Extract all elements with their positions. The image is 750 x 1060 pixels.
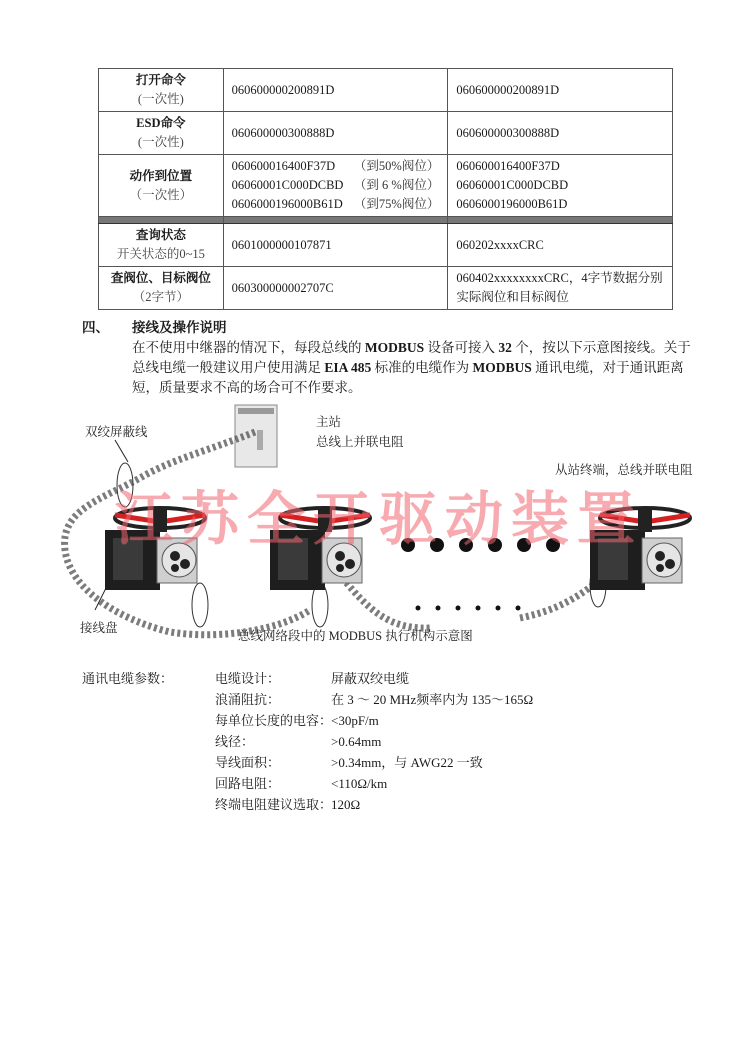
param-value: >0.34mm，与 AWG22 一致 — [331, 755, 483, 770]
param-key: 电缆设计： — [215, 671, 281, 686]
reply-frame: 060600016400F37D — [456, 159, 560, 173]
diagram-caption: 总线网络段中的 MODBUS 执行机构示意图 — [238, 629, 473, 643]
param-row — [215, 689, 533, 710]
send-frame: 0601000000107871 — [231, 237, 332, 252]
command-title: 查阀位、目标阀位 — [110, 271, 211, 285]
twisted-pair-label: 双绞屏蔽线 — [85, 425, 148, 439]
table-row — [99, 267, 673, 310]
para-bold: EIA 485 — [324, 360, 372, 375]
para-bold: 32 — [498, 340, 512, 355]
send-frame-cell — [223, 69, 448, 112]
param-key: 每单位长度的电容： — [215, 713, 333, 728]
command-subtitle: (一次性) — [137, 135, 184, 149]
param-value: 屏蔽双绞电缆 — [331, 671, 410, 686]
table-row — [99, 112, 673, 155]
reply-frame-cell — [448, 267, 673, 310]
param-key: 回路电阻： — [215, 776, 281, 791]
param-row — [215, 773, 387, 794]
send-frame: 060600000300888D — [231, 125, 335, 140]
slave-end-label: 从站终端，总线并联电阻 — [555, 463, 693, 477]
param-value: 120Ω — [331, 797, 361, 812]
para-bold: MODBUS — [472, 360, 532, 375]
param-row — [215, 710, 379, 731]
para-text: 通讯电缆，对于通讯距离短，质量要求不高的场合可不作要求。 — [132, 360, 684, 395]
master-label: 主站 — [316, 415, 342, 429]
send-frame-cell — [223, 267, 448, 310]
command-name-cell — [99, 69, 224, 112]
param-value: <30pF/m — [331, 713, 379, 728]
param-row — [215, 794, 360, 815]
send-frame: 060600016400F37D — [231, 159, 336, 173]
table-row — [99, 224, 673, 267]
param-key: 导线面积： — [215, 755, 281, 770]
command-name-cell — [99, 155, 224, 217]
command-title: 查询状态 — [135, 228, 186, 242]
reply-frame: 060600000300888D — [456, 125, 560, 140]
junction-box-label: 接线盘 — [80, 621, 118, 635]
reply-frame: 060202xxxxCRC — [456, 237, 544, 252]
send-frame-cell — [223, 155, 448, 217]
param-row — [215, 668, 409, 689]
reply-frame-note: 实际阀位和目标阀位 — [456, 290, 569, 304]
command-name-cell — [99, 267, 224, 310]
table-row — [99, 69, 673, 112]
para-text: 标准的电缆作为 — [371, 360, 473, 375]
para-text: 个，按以下示意图接线。关于总线电缆一般建议用户使用满足 — [132, 340, 691, 375]
param-key: 线径： — [215, 734, 255, 749]
section-paragraph — [132, 338, 697, 398]
para-text: 设备可接入 — [424, 340, 499, 355]
reply-frame-cell — [448, 69, 673, 112]
modbus-command-table — [98, 68, 673, 310]
send-frame-cell — [223, 112, 448, 155]
reply-frame-cell — [448, 155, 673, 217]
command-subtitle: （一次性） — [129, 187, 193, 202]
master-resistor-label: 总线上并联电阻 — [316, 435, 404, 449]
param-key: 浪涌阻抗： — [215, 692, 281, 707]
command-subtitle: （2字节） — [132, 290, 189, 304]
watermark: 江苏全开驱动装置 — [115, 485, 644, 553]
para-bold: MODBUS — [364, 340, 425, 355]
position-note: （到75%阀位） — [353, 197, 440, 211]
send-frame-cell — [223, 224, 448, 267]
position-note: （到 6 %阀位） — [353, 178, 440, 192]
para-text: 在不使用中继器的情况下，每段总线的 — [132, 340, 365, 355]
param-key: 终端电阻建议选取： — [215, 797, 333, 812]
reply-frame: 060402xxxxxxxxCRC，4字节数据分别 — [456, 271, 663, 285]
command-title: 动作到位置 — [129, 168, 193, 183]
param-row — [215, 752, 483, 773]
reply-frame-cell — [448, 224, 673, 267]
reply-frame-cell — [448, 112, 673, 155]
params-label: 通讯电缆参数： — [82, 671, 174, 686]
send-frame: 0606000196000B61D — [231, 197, 343, 211]
section-title: 接线及操作说明 — [132, 320, 227, 335]
send-frame: 06060001C000DCBD — [231, 178, 344, 192]
command-name-cell — [99, 112, 224, 155]
param-row — [215, 731, 381, 752]
param-value: >0.64mm — [331, 734, 382, 749]
command-subtitle: (一次性) — [137, 92, 184, 106]
table-separator — [99, 217, 673, 224]
command-subtitle: 开关状态的0~15 — [116, 247, 205, 261]
reply-frame: 06060001C000DCBD — [456, 178, 569, 192]
command-title: ESD命令 — [136, 116, 186, 130]
send-frame: 060300000002707C — [231, 280, 334, 295]
param-value: 在 3 ～ 20 MHz频率内为 135～165Ω — [331, 692, 534, 707]
section-number: 四、 — [82, 320, 109, 335]
command-name-cell — [99, 224, 224, 267]
param-value: <110Ω/km — [331, 776, 388, 791]
command-title: 打开命令 — [135, 73, 186, 87]
position-note: （到50%阀位） — [353, 159, 440, 173]
table-row — [99, 155, 673, 217]
reply-frame: 060600000200891D — [456, 82, 560, 97]
send-frame: 060600000200891D — [231, 82, 335, 97]
reply-frame: 0606000196000B61D — [456, 197, 568, 211]
